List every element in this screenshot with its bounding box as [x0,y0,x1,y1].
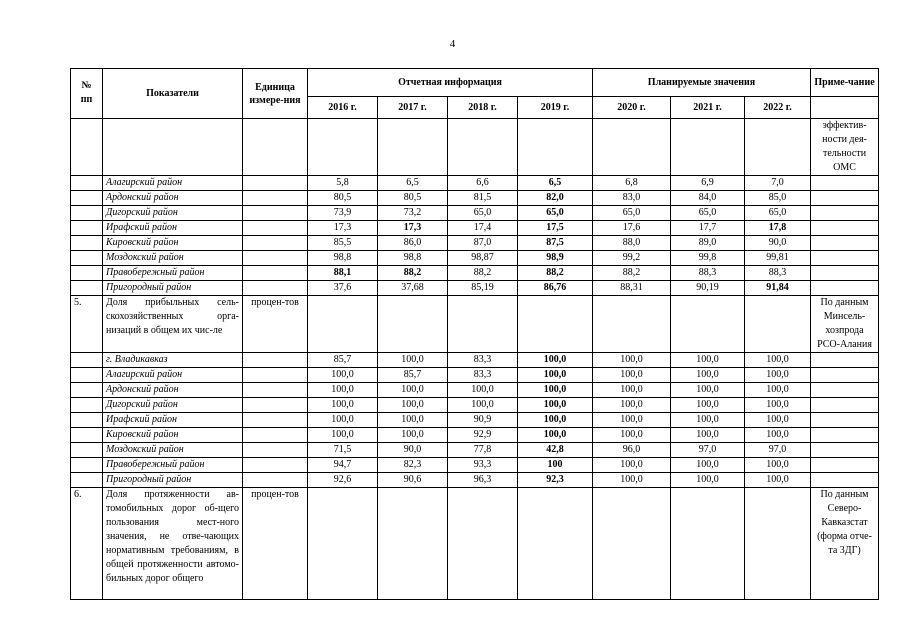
row-note-cell [811,176,879,191]
value-cell: 100,0 [593,413,671,428]
value-cell: 17,3 [308,221,378,236]
value-cell: 71,5 [308,443,378,458]
header-note-empty [811,97,879,119]
value-cell: 86,76 [518,281,593,296]
value-cell: 92,3 [518,473,593,488]
value-cell: 87,0 [448,236,518,251]
value-cell: 7,0 [745,176,811,191]
value-cell: 82,0 [518,191,593,206]
indicator-unit: процен-тов [243,296,308,353]
indicator-number: 5. [71,296,103,353]
row-num-cell [71,236,103,251]
empty-cell [308,296,378,353]
value-cell: 42,8 [518,443,593,458]
header-year-2020: 2020 г. [593,97,671,119]
empty-cell [448,488,518,600]
value-cell: 88,2 [378,266,448,281]
empty-cell [448,296,518,353]
table-row [71,236,879,251]
header-num: № пп [71,69,103,119]
value-cell: 81,5 [448,191,518,206]
row-note-cell [811,353,879,368]
value-cell: 6,9 [671,176,745,191]
header-reported: Отчетная информация [308,69,593,97]
value-cell: 5,8 [308,176,378,191]
indicator-text: Доля протяженности ав-томобильных дорог об-щего пользования мест-ного значения, не отве-чающих нормативным требованиям, в общей протяженности автомо-бильных дорог общего [103,488,243,600]
value-cell: 85,7 [378,368,448,383]
indicator-number: 6. [71,488,103,600]
empty-cell [518,296,593,353]
value-cell: 83,0 [593,191,671,206]
value-cell: 100,0 [593,368,671,383]
empty-cell [745,296,811,353]
district-name: Кировский район [103,428,243,443]
row-unit-cell [243,206,308,221]
row-num-cell [71,353,103,368]
table-row [71,458,879,473]
district-name: Моздокский район [103,443,243,458]
value-cell: 97,0 [671,443,745,458]
value-cell: 100,0 [448,383,518,398]
row-num-cell [71,176,103,191]
value-cell: 80,5 [308,191,378,206]
value-cell: 100,0 [518,383,593,398]
row-unit-cell [243,443,308,458]
row-num-cell [71,191,103,206]
value-cell: 88,31 [593,281,671,296]
value-cell: 100,0 [308,428,378,443]
value-cell: 92,6 [308,473,378,488]
value-cell: 100,0 [378,383,448,398]
value-cell: 82,3 [378,458,448,473]
row-note-cell [811,236,879,251]
value-cell: 17,7 [671,221,745,236]
value-cell: 94,7 [308,458,378,473]
value-cell: 98,9 [518,251,593,266]
row-note-cell [811,251,879,266]
row-unit-cell [243,176,308,191]
value-cell: 17,5 [518,221,593,236]
header-year-2021: 2021 г. [671,97,745,119]
table-row [71,251,879,266]
indicator-text: Доля прибыльных сель-скохозяйственных орга-низаций в общем их чис-ле [103,296,243,353]
row-unit-cell [243,458,308,473]
value-cell: 85,5 [308,236,378,251]
row-note-cell [811,383,879,398]
table-row [71,398,879,413]
value-cell: 90,9 [448,413,518,428]
district-name: Моздокский район [103,251,243,266]
header-year-2022: 2022 г. [745,97,811,119]
value-cell: 97,0 [745,443,811,458]
header-unit: Единица измере-ния [243,69,308,119]
value-cell: 100,0 [671,458,745,473]
table-row [71,383,879,398]
header-indicators: Показатели [103,69,243,119]
row-num-cell [71,428,103,443]
value-cell: 65,0 [448,206,518,221]
value-cell: 100,0 [518,398,593,413]
row-note-cell [811,473,879,488]
value-cell: 98,8 [378,251,448,266]
value-cell: 6,8 [593,176,671,191]
empty-cell [593,488,671,600]
row-unit-cell [243,281,308,296]
row-num-cell [71,383,103,398]
value-cell: 87,5 [518,236,593,251]
table-row [71,428,879,443]
row-note-cell [811,206,879,221]
row-note-cell [811,428,879,443]
table-row [71,353,879,368]
value-cell: 100,0 [745,383,811,398]
row-note-cell [811,458,879,473]
value-cell: 90,0 [378,443,448,458]
value-cell: 100,0 [518,353,593,368]
empty-cell [378,488,448,600]
value-cell: 6,6 [448,176,518,191]
row-unit-cell [243,398,308,413]
value-cell: 100 [518,458,593,473]
value-cell: 100,0 [378,413,448,428]
empty-cell [518,488,593,600]
value-cell: 100,0 [518,413,593,428]
row-unit-cell [243,266,308,281]
value-cell: 92,9 [448,428,518,443]
value-cell: 100,0 [593,383,671,398]
value-cell: 100,0 [671,353,745,368]
row-num-cell [71,251,103,266]
row-num-cell [71,221,103,236]
row-unit-cell [243,353,308,368]
header-note: Приме-чание [811,69,879,97]
row-num-cell [71,458,103,473]
continued-note: эффектив-ности дея-тельности ОМС [811,119,879,176]
value-cell: 83,3 [448,353,518,368]
value-cell: 6,5 [518,176,593,191]
district-name: Пригородный район [103,281,243,296]
row-note-cell [811,413,879,428]
district-name: Кировский район [103,236,243,251]
value-cell: 100,0 [671,398,745,413]
district-name: Дигорский район [103,398,243,413]
value-cell: 100,0 [593,398,671,413]
district-name: Ирафский район [103,413,243,428]
value-cell: 99,2 [593,251,671,266]
value-cell: 73,9 [308,206,378,221]
row-num-cell [71,281,103,296]
value-cell: 85,0 [745,191,811,206]
row-unit-cell [243,221,308,236]
row-unit-cell [243,368,308,383]
value-cell: 98,8 [308,251,378,266]
row-note-cell [811,191,879,206]
value-cell: 100,0 [745,398,811,413]
row-unit-cell [243,236,308,251]
value-cell: 17,8 [745,221,811,236]
table-row [71,176,879,191]
value-cell: 85,7 [308,353,378,368]
value-cell: 6,5 [378,176,448,191]
district-name: Пригородный район [103,473,243,488]
page-number: 4 [449,38,456,50]
table-row [71,443,879,458]
district-name: Дигорский район [103,206,243,221]
table-row [71,266,879,281]
row-unit-cell [243,428,308,443]
value-cell: 77,8 [448,443,518,458]
value-cell: 100,0 [448,398,518,413]
value-cell: 93,3 [448,458,518,473]
value-cell: 88,2 [518,266,593,281]
value-cell: 84,0 [671,191,745,206]
value-cell: 65,0 [671,206,745,221]
value-cell: 100,0 [671,383,745,398]
row-num-cell [71,473,103,488]
row-note-cell [811,398,879,413]
value-cell: 73,2 [378,206,448,221]
indicator-row-5 [71,296,879,353]
value-cell: 100,0 [671,428,745,443]
value-cell: 100,0 [671,413,745,428]
value-cell: 80,5 [378,191,448,206]
value-cell: 88,3 [671,266,745,281]
value-cell: 91,84 [745,281,811,296]
value-cell: 100,0 [308,413,378,428]
row-num-cell [71,443,103,458]
value-cell: 100,0 [671,473,745,488]
value-cell: 100,0 [308,383,378,398]
value-cell: 37,6 [308,281,378,296]
indicators-table [70,68,879,600]
header-year-2017: 2017 г. [378,97,448,119]
value-cell: 96,0 [593,443,671,458]
empty-cell [745,488,811,600]
value-cell: 100,0 [745,413,811,428]
district-name: Ирафский район [103,221,243,236]
value-cell: 100,0 [593,428,671,443]
row-note-cell [811,368,879,383]
value-cell: 90,6 [378,473,448,488]
row-unit-cell [243,383,308,398]
value-cell: 100,0 [518,428,593,443]
empty-cell [593,296,671,353]
value-cell: 86,0 [378,236,448,251]
value-cell: 100,0 [593,473,671,488]
value-cell: 100,0 [745,458,811,473]
value-cell: 100,0 [745,353,811,368]
value-cell: 65,0 [518,206,593,221]
indicator-note: По данным Северо-Кавказстат (форма отче-та 3ДГ) [811,488,879,600]
header-year-2018: 2018 г. [448,97,518,119]
indicator-note: По данным Минсель-хозпрода РСО-Алания [811,296,879,353]
row-num-cell [71,266,103,281]
value-cell: 100,0 [308,368,378,383]
row-num-cell [71,206,103,221]
table-row [71,413,879,428]
district-name: Правобережный район [103,266,243,281]
table-row [71,221,879,236]
header-planned: Планируемые значения [593,69,811,97]
row-unit-cell [243,251,308,266]
value-cell: 100,0 [308,398,378,413]
table-row [71,368,879,383]
district-name: Правобережный район [103,458,243,473]
value-cell: 100,0 [745,473,811,488]
value-cell: 100,0 [378,428,448,443]
row-note-cell [811,266,879,281]
row-note-cell [811,443,879,458]
indicator-row-6 [71,488,879,600]
value-cell: 98,87 [448,251,518,266]
indicator-unit: процен-тов [243,488,308,600]
district-name: Алагирский район [103,368,243,383]
value-cell: 65,0 [745,206,811,221]
empty-cell [671,296,745,353]
value-cell: 65,0 [593,206,671,221]
value-cell: 85,19 [448,281,518,296]
district-name: Алагирский район [103,176,243,191]
district-name: г. Владикавказ [103,353,243,368]
value-cell: 17,4 [448,221,518,236]
value-cell: 100,0 [745,368,811,383]
value-cell: 100,0 [378,398,448,413]
row-unit-cell [243,473,308,488]
value-cell: 100,0 [593,458,671,473]
row-num-cell [71,413,103,428]
value-cell: 100,0 [518,368,593,383]
value-cell: 17,6 [593,221,671,236]
value-cell: 88,0 [593,236,671,251]
value-cell: 100,0 [378,353,448,368]
value-cell: 83,3 [448,368,518,383]
value-cell: 100,0 [671,368,745,383]
table-row [71,191,879,206]
value-cell: 37,68 [378,281,448,296]
district-name: Ардонский район [103,191,243,206]
value-cell: 96,3 [448,473,518,488]
value-cell: 88,1 [308,266,378,281]
district-name: Ардонский район [103,383,243,398]
row-note-cell [811,281,879,296]
header-year-2019: 2019 г. [518,97,593,119]
empty-cell [308,488,378,600]
value-cell: 99,81 [745,251,811,266]
row-note-cell [811,221,879,236]
row-unit-cell [243,413,308,428]
row-num-cell [71,398,103,413]
value-cell: 88,3 [745,266,811,281]
value-cell: 88,2 [448,266,518,281]
value-cell: 90,19 [671,281,745,296]
empty-cell [378,296,448,353]
row-num-cell [71,368,103,383]
value-cell: 90,0 [745,236,811,251]
continued-row [71,119,879,176]
table-row [71,281,879,296]
value-cell: 100,0 [593,353,671,368]
value-cell: 100,0 [745,428,811,443]
row-unit-cell [243,191,308,206]
table-row [71,473,879,488]
empty-cell [671,488,745,600]
table-row [71,206,879,221]
value-cell: 99,8 [671,251,745,266]
value-cell: 89,0 [671,236,745,251]
header-year-2016: 2016 г. [308,97,378,119]
value-cell: 17,3 [378,221,448,236]
value-cell: 88,2 [593,266,671,281]
